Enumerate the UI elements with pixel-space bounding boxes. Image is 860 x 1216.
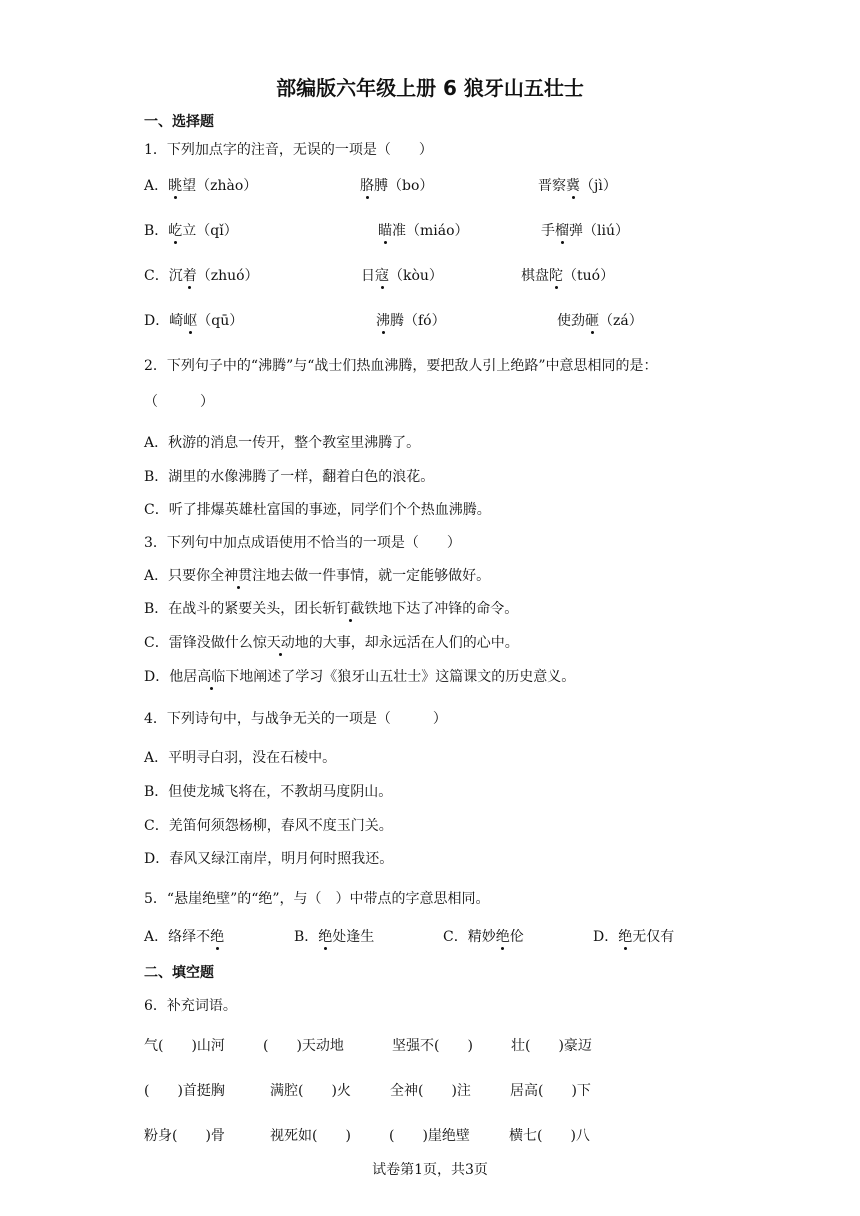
q4-option-d: D．春风又绿江南岸，明月何时照我还。	[144, 851, 394, 867]
q1-option-a-item2: 胳膊（bo）	[360, 178, 434, 194]
q6-word-r3c4: 横七( )八	[509, 1128, 590, 1144]
question-2-stem: 2．下列句子中的“沸腾”与“战士们热血沸腾，要把敌人引上绝路”中意思相同的是：	[144, 358, 658, 374]
q1-option-d-item1: D．崎岖（qū）	[144, 313, 244, 329]
page-footer: 试卷第1页，共3页	[372, 1162, 488, 1178]
q5-option-a: A．络绎不绝	[144, 929, 225, 945]
q3-option-a: A．只要你全神贯注地去做一件事情，就一定能够做好。	[144, 568, 491, 584]
section-heading-fill-in: 二、填空题	[144, 965, 214, 981]
q6-word-r1c3: 坚强不( )	[392, 1038, 473, 1054]
q5-option-b: B．绝处逢生	[294, 929, 375, 945]
q2-option-a: A．秋游的消息一传开，整个教室里沸腾了。	[144, 435, 421, 451]
q6-word-r2c3: 全神( )注	[390, 1083, 471, 1099]
q3-option-d: D．他居高临下地阐述了学习《狼牙山五壮士》这篇课文的历史意义。	[144, 669, 576, 685]
q6-word-r3c3: ( )崖绝壁	[389, 1128, 470, 1144]
q1-option-b-item1: B．屹立（qǐ）	[144, 223, 238, 239]
q1-option-b-item2: 瞄准（miáo）	[378, 223, 469, 239]
q1-option-c-item3: 棋盘陀（tuó）	[521, 268, 615, 284]
q6-word-r2c1: ( )首挺胸	[144, 1083, 225, 1099]
question-4-stem: 4．下列诗句中，与战争无关的一项是（ ）	[144, 711, 447, 727]
q5-option-c: C．精妙绝伦	[443, 929, 524, 945]
q6-word-r3c1: 粉身( )骨	[144, 1128, 225, 1144]
q5-option-d: D．绝无仅有	[593, 929, 675, 945]
q1-option-b-item3: 手榴弹（liú）	[541, 223, 629, 239]
question-6-stem: 6．补充词语。	[144, 998, 237, 1014]
q1-option-d-item3: 使劲砸（zá）	[557, 313, 643, 329]
section-heading-choice: 一、选择题	[144, 114, 214, 130]
q1-option-a-item3: 晋察冀（jì）	[538, 178, 617, 194]
q1-option-a-item1: A．眺望（zhào）	[144, 178, 258, 194]
q6-word-r1c1: 气( )山河	[144, 1038, 225, 1054]
q6-word-r2c2: 满腔( )火	[270, 1083, 351, 1099]
question-2-answer-paren: （ ）	[144, 394, 214, 410]
page-title: 部编版六年级上册 6 狼牙山五壮士	[276, 76, 584, 100]
question-5-stem: 5．“悬崖绝壁”的“绝”，与（ ）中带点的字意思相同。	[144, 891, 490, 907]
q3-option-b: B．在战斗的紧要关头，团长斩钉截铁地下达了冲锋的命令。	[144, 601, 519, 617]
q4-option-c: C．羌笛何须怨杨柳，春风不度玉门关。	[144, 818, 393, 834]
q2-option-b: B．湖里的水像沸腾了一样，翻着白色的浪花。	[144, 469, 435, 485]
q1-option-c-item2: 日寇（kòu）	[361, 268, 443, 284]
q4-option-b: B．但使龙城飞将在，不教胡马度阴山。	[144, 784, 393, 800]
q4-option-a: A．平明寻白羽，没在石棱中。	[144, 750, 337, 766]
question-1-stem: 1．下列加点字的注音，无误的一项是（ ）	[144, 142, 433, 158]
q6-word-r1c2: ( )天动地	[263, 1038, 344, 1054]
q6-word-r2c4: 居高( )下	[510, 1083, 591, 1099]
question-3-stem: 3．下列句中加点成语使用不恰当的一项是（ ）	[144, 535, 461, 551]
q6-word-r1c4: 壮( )豪迈	[511, 1038, 592, 1054]
q1-option-d-item2: 沸腾（fó）	[376, 313, 446, 329]
q2-option-c: C．听了排爆英雄杜富国的事迹，同学们个个热血沸腾。	[144, 502, 491, 518]
q3-option-c: C．雷锋没做什么惊天动地的大事，却永远活在人们的心中。	[144, 635, 519, 651]
q1-option-c-item1: C．沉着（zhuó）	[144, 268, 259, 284]
q6-word-r3c2: 视死如( )	[270, 1128, 351, 1144]
